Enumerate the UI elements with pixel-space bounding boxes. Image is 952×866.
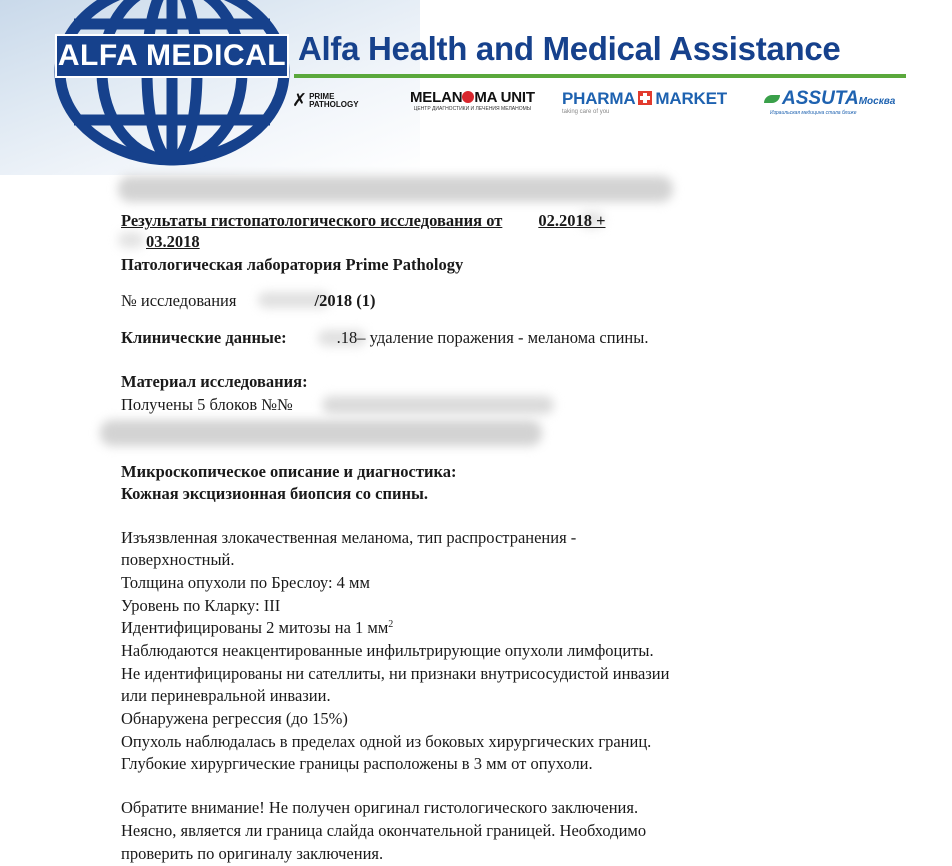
melanoma-right: MA UNIT: [474, 89, 535, 106]
study-label: № исследования: [121, 291, 237, 310]
letterhead: [0, 0, 952, 175]
material-value: Получены 5 блоков №№: [121, 395, 293, 414]
report-title-date2: 03.2018: [146, 232, 200, 251]
finding-5: [121, 618, 393, 638]
finding-1: Изъязвленная злокачественная меланома, тип распространения -: [121, 528, 577, 547]
finding-5-sup: 2: [388, 619, 394, 630]
note-3: проверить по оригиналу заключения.: [121, 844, 384, 863]
melanoma-dot-icon: [462, 91, 474, 103]
prime-x-icon: ✗: [292, 90, 308, 110]
globe-icon: [52, 0, 302, 176]
microscopic-heading: Микроскопическое описание и диагностика:: [121, 462, 457, 481]
report-title-part2: 02.2018 +: [538, 211, 606, 230]
melanoma-unit-logo: [410, 89, 535, 112]
assuta-name: ASSUTA: [782, 88, 859, 109]
pharma-tagline: taking care of you: [562, 109, 610, 115]
biopsy-heading: Кожная эксцизионная биопсия со спины.: [121, 484, 428, 503]
clinical-data: [121, 328, 648, 348]
assuta-subtitle: Израильская медицина стала ближе: [770, 110, 857, 116]
redaction-patient: [118, 176, 673, 202]
finding-5-text: Идентифицированы 2 митозы на 1 мм: [121, 618, 389, 637]
lab-name: Патологическая лаборатория Prime Pathology: [121, 255, 464, 274]
finding-10: Опухоль наблюдалась в пределах одной из боковых хирургических границ.: [121, 732, 652, 751]
pharma-market-logo: [562, 89, 727, 115]
finding-6: Наблюдаются неакцентированные инфильтрирующие опухоли лимфоциты.: [121, 641, 654, 660]
note-2: Неясно, является ли граница слайда окончательной границей. Необходимо: [121, 821, 647, 840]
pharma-left: PHARMA: [562, 89, 636, 108]
alfa-medical-logo: [55, 34, 289, 78]
clinical-label: Клинические данные:: [121, 328, 287, 347]
note-1: Обратите внимание! Не получен оригинал гистологического заключения.: [121, 798, 639, 817]
clinical-value: .18– удаление поражения - меланома спины.: [336, 328, 649, 347]
prime-pathology-logo: [292, 90, 359, 111]
assuta-leaf-icon: [764, 95, 780, 103]
assuta-city: Москва: [858, 96, 896, 107]
prime-word: PRIME: [309, 91, 335, 101]
finding-2: поверхностный.: [121, 550, 235, 569]
pharma-right: MARKET: [655, 89, 727, 108]
header-divider: [294, 74, 906, 78]
finding-3: Толщина опухоли по Бреслоу: 4 мм: [121, 573, 370, 592]
finding-4: Уровень по Кларку: III: [121, 596, 281, 615]
material-label: Материал исследования:: [121, 372, 308, 391]
report-title: [121, 211, 606, 231]
pharmacy-cross-icon: [638, 91, 652, 105]
pathology-word: PATHOLOGY: [309, 99, 359, 109]
report-title-line2: [121, 232, 200, 252]
study-suffix: /2018 (1): [314, 291, 376, 310]
finding-8: или периневральной инвазии.: [121, 686, 331, 705]
report-title-part1: Результаты гистопатологического исследования от: [121, 211, 503, 230]
melanoma-left: MELAN: [410, 89, 463, 106]
study-number: [121, 291, 375, 311]
redaction-blocks: [322, 396, 554, 414]
company-title: Alfa Health and Medical Assistance: [298, 30, 841, 67]
finding-9: Обнаружена регрессия (до 15%): [121, 709, 348, 728]
logo-text: ALFA MEDICAL: [57, 39, 287, 72]
finding-7: Не идентифицированы ни сателлиты, ни признаки внутрисосудистой инвазии: [121, 664, 670, 683]
finding-11: Глубокие хирургические границы расположены в 3 мм от опухоли.: [121, 754, 593, 773]
melanoma-subtitle: ЦЕНТР ДИАГНОСТИКИ И ЛЕЧЕНИЯ МЕЛАНОМЫ: [413, 106, 532, 112]
assuta-logo: [764, 88, 895, 116]
redaction-material: [100, 420, 542, 446]
